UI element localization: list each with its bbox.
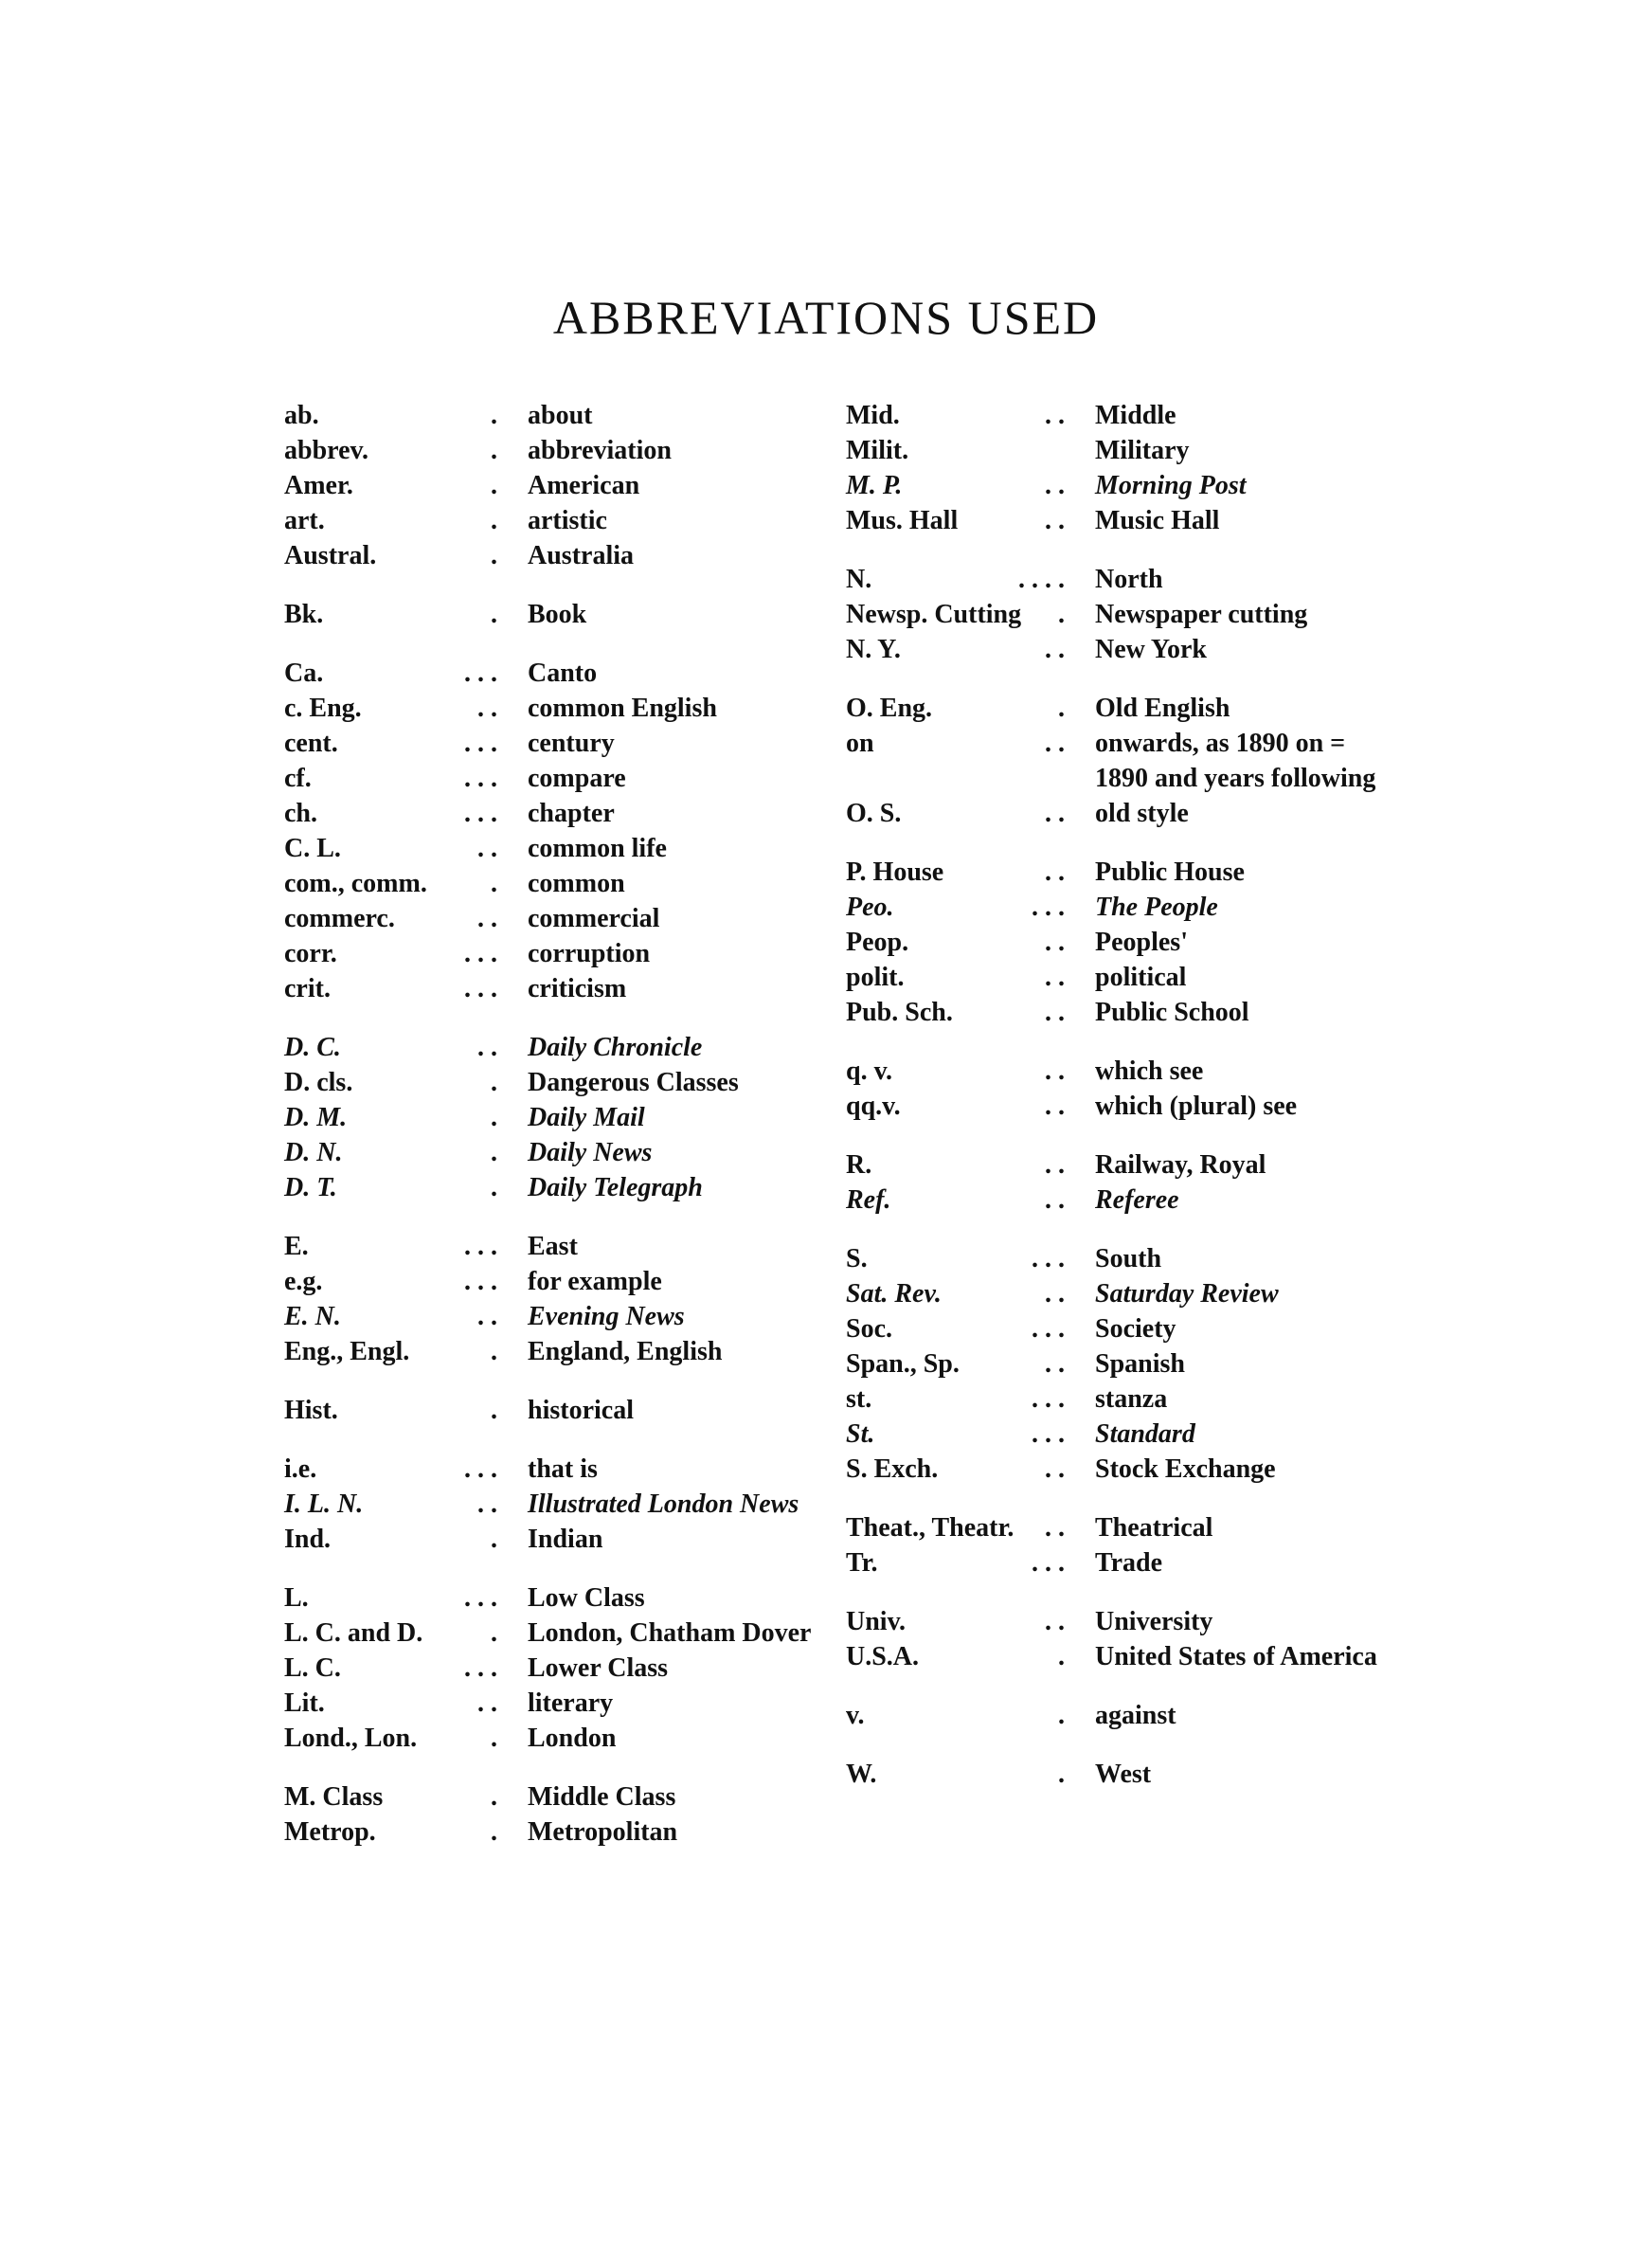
entry-group bbox=[284, 1030, 824, 1205]
definition: Low Class bbox=[528, 1583, 645, 1613]
leader-dots: . bbox=[491, 600, 497, 629]
abbreviation: art. bbox=[284, 506, 325, 535]
abbreviation: cf. bbox=[284, 764, 312, 793]
leader-dots: . . bbox=[1045, 963, 1065, 992]
abbreviation-entry bbox=[846, 1639, 1386, 1674]
leader-dots: . bbox=[491, 1618, 497, 1648]
leader-dots: . bbox=[1058, 1642, 1065, 1671]
leader-dots: . bbox=[491, 1337, 497, 1366]
abbreviation: Tr. bbox=[846, 1548, 878, 1578]
entry-group bbox=[846, 1604, 1386, 1674]
definition: abbreviation bbox=[528, 436, 672, 465]
abbreviation-entry bbox=[284, 1522, 824, 1557]
abbreviation-entry bbox=[284, 1264, 824, 1299]
abbreviation: W. bbox=[846, 1760, 877, 1789]
entry-group bbox=[846, 855, 1386, 1030]
leader-dots: . . bbox=[477, 1302, 497, 1331]
abbreviation-entry bbox=[284, 468, 824, 503]
abbreviation-entry bbox=[284, 1100, 824, 1135]
leader-dots: . bbox=[491, 506, 497, 535]
definition: Spanish bbox=[1095, 1349, 1185, 1379]
abbreviation-entry bbox=[846, 1757, 1386, 1792]
abbreviation: M. Class bbox=[284, 1782, 384, 1812]
abbreviation: D. T. bbox=[284, 1173, 337, 1202]
definition: Old English bbox=[1095, 694, 1230, 723]
abbreviation: com., comm. bbox=[284, 869, 427, 898]
right-column bbox=[846, 398, 1386, 1815]
abbreviation: Peop. bbox=[846, 928, 909, 957]
abbreviation-entry bbox=[846, 398, 1386, 433]
leader-dots: . . bbox=[1045, 858, 1065, 887]
definition: common bbox=[528, 869, 625, 898]
leader-dots: . bbox=[491, 401, 497, 430]
abbreviation: ab. bbox=[284, 401, 319, 430]
abbreviation-entry bbox=[284, 1299, 824, 1334]
abbreviation-entry bbox=[846, 1452, 1386, 1487]
definition: Middle Class bbox=[528, 1782, 676, 1812]
abbreviation-entry bbox=[284, 1651, 824, 1686]
definition: Society bbox=[1095, 1314, 1176, 1344]
definition: common English bbox=[528, 694, 717, 723]
definition: Dangerous Classes bbox=[528, 1068, 739, 1097]
abbreviation-entry bbox=[284, 866, 824, 901]
definition: corruption bbox=[528, 939, 651, 968]
abbreviation: abbrev. bbox=[284, 436, 368, 465]
leader-dots: . . bbox=[1045, 471, 1065, 500]
definition: century bbox=[528, 729, 615, 758]
leader-dots: . bbox=[491, 541, 497, 570]
leader-dots: . . bbox=[477, 1688, 497, 1718]
abbreviation: P. House bbox=[846, 858, 944, 887]
abbreviation-entry bbox=[846, 855, 1386, 890]
entry-group bbox=[284, 597, 824, 632]
abbreviation-entry bbox=[284, 901, 824, 936]
definition: London, Chatham Dover bbox=[528, 1618, 812, 1648]
entry-group bbox=[284, 398, 824, 573]
definition: London bbox=[528, 1724, 617, 1753]
definition: stanza bbox=[1095, 1384, 1168, 1414]
definition: Indian bbox=[528, 1525, 603, 1554]
definition: Middle bbox=[1095, 401, 1176, 430]
abbreviation-entry bbox=[284, 1452, 824, 1487]
leader-dots: . . bbox=[1045, 1185, 1065, 1215]
abbreviation-entry bbox=[846, 562, 1386, 597]
abbreviation-entry bbox=[284, 796, 824, 831]
abbreviation: Eng., Engl. bbox=[284, 1337, 410, 1366]
leader-dots: . . bbox=[1045, 799, 1065, 828]
entry-group bbox=[846, 1510, 1386, 1580]
abbreviation-entry bbox=[284, 761, 824, 796]
leader-dots: . bbox=[491, 1782, 497, 1812]
leader-dots: . . bbox=[1045, 635, 1065, 664]
leader-dots: . bbox=[491, 471, 497, 500]
abbreviation-entry bbox=[846, 1311, 1386, 1346]
abbreviation-entry bbox=[846, 1183, 1386, 1218]
abbreviation-entry bbox=[284, 1334, 824, 1369]
definition: against bbox=[1095, 1701, 1176, 1730]
abbreviation: Peo. bbox=[846, 893, 894, 922]
definition: Peoples' bbox=[1095, 928, 1188, 957]
abbreviation-entry bbox=[284, 656, 824, 691]
leader-dots: . bbox=[491, 1068, 497, 1097]
abbreviation-entry bbox=[846, 468, 1386, 503]
leader-dots: . . . bbox=[1032, 1244, 1065, 1273]
definition: that is bbox=[528, 1454, 598, 1484]
abbreviation: commerc. bbox=[284, 904, 395, 933]
definition: old style bbox=[1095, 799, 1189, 828]
abbreviation: on bbox=[846, 729, 874, 758]
abbreviation: Soc. bbox=[846, 1314, 892, 1344]
abbreviation: st. bbox=[846, 1384, 872, 1414]
definition: New York bbox=[1095, 635, 1207, 664]
leader-dots: . bbox=[1058, 1760, 1065, 1789]
abbreviation-entry bbox=[846, 1381, 1386, 1417]
abbreviation: c. Eng. bbox=[284, 694, 362, 723]
abbreviation: L. bbox=[284, 1583, 309, 1613]
definition: Lower Class bbox=[528, 1653, 669, 1683]
entry-group bbox=[284, 1580, 824, 1756]
leader-dots: . . . bbox=[464, 939, 497, 968]
definition: artistic bbox=[528, 506, 607, 535]
definition: Trade bbox=[1095, 1548, 1163, 1578]
definition: Stock Exchange bbox=[1095, 1454, 1276, 1484]
abbreviation-entry bbox=[284, 433, 824, 468]
leader-dots: . . bbox=[1045, 1349, 1065, 1379]
leader-dots: . . bbox=[477, 694, 497, 723]
abbreviation-entry bbox=[284, 538, 824, 573]
abbreviation: polit. bbox=[846, 963, 905, 992]
leader-dots: . . . bbox=[1032, 1419, 1065, 1449]
definition: Music Hall bbox=[1095, 506, 1220, 535]
abbreviation: M. P. bbox=[846, 471, 903, 500]
leader-dots: . . . bbox=[464, 764, 497, 793]
abbreviation: O. Eng. bbox=[846, 694, 933, 723]
abbreviation: Amer. bbox=[284, 471, 353, 500]
definition: literary bbox=[528, 1688, 614, 1718]
leader-dots: . bbox=[491, 1396, 497, 1425]
abbreviation: Theat., Theatr. bbox=[846, 1513, 1015, 1543]
abbreviation-entry bbox=[284, 691, 824, 726]
leader-dots: . . . bbox=[1032, 893, 1065, 922]
definition: Book bbox=[528, 600, 587, 629]
abbreviation: Austral. bbox=[284, 541, 377, 570]
abbreviation: v. bbox=[846, 1701, 865, 1730]
abbreviation-entry bbox=[284, 503, 824, 538]
abbreviation: D. N. bbox=[284, 1138, 343, 1167]
abbreviation-entry bbox=[284, 726, 824, 761]
abbreviation: Hist. bbox=[284, 1396, 338, 1425]
leader-dots: . . bbox=[1045, 1092, 1065, 1121]
leader-dots: . . bbox=[1045, 1513, 1065, 1543]
leader-dots: . . bbox=[1045, 1150, 1065, 1180]
leader-dots: . . bbox=[1045, 1056, 1065, 1086]
entry-group bbox=[284, 1229, 824, 1369]
entry-group bbox=[846, 691, 1386, 831]
abbreviation-entry bbox=[846, 890, 1386, 925]
abbreviation: crit. bbox=[284, 974, 331, 1003]
abbreviation: Metrop. bbox=[284, 1817, 376, 1847]
leader-dots: . bbox=[1058, 1701, 1065, 1730]
definition: Railway, Royal bbox=[1095, 1150, 1266, 1180]
abbreviation: E. N. bbox=[284, 1302, 341, 1331]
abbreviation-entry bbox=[284, 1721, 824, 1756]
definition: criticism bbox=[528, 974, 627, 1003]
abbreviation-entry bbox=[846, 960, 1386, 995]
definition: Referee bbox=[1095, 1185, 1179, 1215]
leader-dots: . . . bbox=[1032, 1548, 1065, 1578]
definition: chapter bbox=[528, 799, 615, 828]
definition: Evening News bbox=[528, 1302, 685, 1331]
definition: about bbox=[528, 401, 593, 430]
abbreviation-entry bbox=[284, 1030, 824, 1065]
definition: Australia bbox=[528, 541, 634, 570]
abbreviation: i.e. bbox=[284, 1454, 317, 1484]
entry-group bbox=[846, 1241, 1386, 1487]
entry-group bbox=[846, 1147, 1386, 1218]
definition: Daily Chronicle bbox=[528, 1033, 703, 1062]
definition: commercial bbox=[528, 904, 660, 933]
leader-dots: . . . bbox=[464, 659, 497, 688]
definition: Standard bbox=[1095, 1419, 1195, 1449]
leader-dots: . . bbox=[1045, 506, 1065, 535]
definition: Newspaper cutting bbox=[1095, 600, 1308, 629]
definition: Public School bbox=[1095, 998, 1249, 1027]
definition: common life bbox=[528, 834, 667, 863]
abbreviation: Bk. bbox=[284, 600, 324, 629]
abbreviation-entry bbox=[284, 1065, 824, 1100]
abbreviation: D. M. bbox=[284, 1103, 348, 1132]
abbreviation: I. L. N. bbox=[284, 1490, 364, 1519]
abbreviation-entry bbox=[284, 1815, 824, 1850]
abbreviation-entry bbox=[284, 1580, 824, 1616]
leader-dots: . bbox=[491, 1724, 497, 1753]
entry-group bbox=[846, 1698, 1386, 1733]
abbreviation-entry bbox=[846, 1698, 1386, 1733]
definition: for example bbox=[528, 1267, 662, 1296]
definition: compare bbox=[528, 764, 626, 793]
abbreviation: R. bbox=[846, 1150, 872, 1180]
leader-dots: . . . bbox=[464, 1653, 497, 1683]
abbreviation-entry bbox=[846, 726, 1386, 796]
abbreviation: Milit. bbox=[846, 436, 909, 465]
abbreviation-entry bbox=[846, 597, 1386, 632]
abbreviation-entry bbox=[284, 1616, 824, 1651]
abbreviation-entry bbox=[284, 831, 824, 866]
leader-dots: . . bbox=[1045, 998, 1065, 1027]
abbreviation-entry bbox=[284, 1686, 824, 1721]
abbreviation-entry bbox=[846, 1510, 1386, 1545]
leader-dots: . . bbox=[477, 904, 497, 933]
abbreviation: e.g. bbox=[284, 1267, 323, 1296]
definition: Public House bbox=[1095, 858, 1245, 887]
leader-dots: . bbox=[491, 1525, 497, 1554]
abbreviation-entry bbox=[846, 632, 1386, 667]
abbreviation-entry bbox=[284, 1393, 824, 1428]
leader-dots: . . . bbox=[464, 974, 497, 1003]
leader-dots: . . bbox=[477, 1490, 497, 1519]
definition: Daily Mail bbox=[528, 1103, 645, 1132]
definition: Illustrated London News bbox=[528, 1490, 799, 1519]
abbreviation: Span., Sp. bbox=[846, 1349, 960, 1379]
abbreviation-entry bbox=[846, 1276, 1386, 1311]
definition: North bbox=[1095, 565, 1163, 594]
abbreviation: Lond., Lon. bbox=[284, 1724, 418, 1753]
definition: Daily News bbox=[528, 1138, 653, 1167]
definition: which see bbox=[1095, 1056, 1204, 1086]
definition: Saturday Review bbox=[1095, 1279, 1279, 1309]
abbreviation: L. C. bbox=[284, 1653, 341, 1683]
leader-dots: . . . bbox=[464, 1232, 497, 1261]
abbreviation-entry bbox=[284, 1487, 824, 1522]
abbreviation-entry bbox=[284, 1229, 824, 1264]
leader-dots: . . bbox=[1045, 1454, 1065, 1484]
abbreviation: q. v. bbox=[846, 1056, 893, 1086]
abbreviation-entry bbox=[846, 691, 1386, 726]
abbreviation-entry bbox=[284, 398, 824, 433]
abbreviation: S. Exch. bbox=[846, 1454, 939, 1484]
leader-dots: . bbox=[1058, 694, 1065, 723]
abbreviation-entry bbox=[846, 1054, 1386, 1089]
leader-dots: . . bbox=[477, 1033, 497, 1062]
abbreviation: corr. bbox=[284, 939, 337, 968]
leader-dots: . . bbox=[1045, 1279, 1065, 1309]
abbreviation-entry bbox=[846, 796, 1386, 831]
abbreviation-entry bbox=[846, 1417, 1386, 1452]
abbreviation-entry bbox=[284, 971, 824, 1006]
abbreviation-entry bbox=[846, 503, 1386, 538]
leader-dots: . . bbox=[477, 834, 497, 863]
abbreviation-entry bbox=[284, 1170, 824, 1205]
definition: Metropolitan bbox=[528, 1817, 678, 1847]
leader-dots: . bbox=[491, 1138, 497, 1167]
abbreviation: Lit. bbox=[284, 1688, 325, 1718]
definition: University bbox=[1095, 1607, 1213, 1636]
entry-group bbox=[846, 398, 1386, 538]
definition: Morning Post bbox=[1095, 471, 1247, 500]
definition: England, English bbox=[528, 1337, 723, 1366]
leader-dots: . . . bbox=[464, 1583, 497, 1613]
abbreviation-entry bbox=[284, 597, 824, 632]
leader-dots: . . bbox=[1045, 729, 1065, 758]
leader-dots: . bbox=[1058, 600, 1065, 629]
abbreviation: L. C. and D. bbox=[284, 1618, 423, 1648]
abbreviation: St. bbox=[846, 1419, 875, 1449]
definition: South bbox=[1095, 1244, 1162, 1273]
leader-dots: . bbox=[491, 1103, 497, 1132]
leader-dots: . bbox=[491, 436, 497, 465]
abbreviation: O. S. bbox=[846, 799, 902, 828]
abbreviation: cent. bbox=[284, 729, 338, 758]
abbreviation: ch. bbox=[284, 799, 317, 828]
abbreviation-entry bbox=[284, 936, 824, 971]
definition: East bbox=[528, 1232, 578, 1261]
abbreviation: Ind. bbox=[284, 1525, 332, 1554]
abbreviation-entry bbox=[846, 1241, 1386, 1276]
definition: Theatrical bbox=[1095, 1513, 1213, 1543]
definition: Military bbox=[1095, 436, 1190, 465]
abbreviation: Ca. bbox=[284, 659, 324, 688]
definition: Canto bbox=[528, 659, 598, 688]
definition: historical bbox=[528, 1396, 634, 1425]
leader-dots: . bbox=[491, 1817, 497, 1847]
abbreviation-entry bbox=[846, 433, 1386, 468]
abbreviation-entry bbox=[846, 995, 1386, 1030]
page-title: ABBREVIATIONS USED bbox=[552, 291, 1100, 344]
abbreviation: D. C. bbox=[284, 1033, 341, 1062]
leader-dots: . . . bbox=[1032, 1384, 1065, 1414]
abbreviation-entry bbox=[846, 1089, 1386, 1124]
leader-dots: . . . . bbox=[1018, 565, 1065, 594]
abbreviation: Pub. Sch. bbox=[846, 998, 953, 1027]
abbreviation: Ref. bbox=[846, 1185, 891, 1215]
entry-group bbox=[284, 656, 824, 1006]
left-column bbox=[284, 398, 824, 1873]
abbreviation-entry bbox=[846, 1147, 1386, 1183]
definition: which (plural) see bbox=[1095, 1092, 1298, 1121]
abbreviation: qq.v. bbox=[846, 1092, 901, 1121]
abbreviation-entry bbox=[284, 1779, 824, 1815]
leader-dots: . . . bbox=[464, 729, 497, 758]
abbreviation: Sat. Rev. bbox=[846, 1279, 942, 1309]
leader-dots: . . . bbox=[1032, 1314, 1065, 1344]
definition: onwards, as 1890 on = 1890 and years following bbox=[1095, 729, 1376, 793]
definition: The People bbox=[1095, 893, 1218, 922]
definition: United States of America bbox=[1095, 1642, 1377, 1671]
abbreviation: C. L. bbox=[284, 834, 341, 863]
leader-dots: . bbox=[491, 1173, 497, 1202]
definition: political bbox=[1095, 963, 1187, 992]
leader-dots: . . . bbox=[464, 799, 497, 828]
entry-group bbox=[846, 1757, 1386, 1792]
abbreviation: N. bbox=[846, 565, 872, 594]
definition: Daily Telegraph bbox=[528, 1173, 703, 1202]
abbreviation: Newsp. Cutting bbox=[846, 600, 1022, 629]
entry-group bbox=[284, 1452, 824, 1557]
leader-dots: . . bbox=[1045, 401, 1065, 430]
abbreviation: S. bbox=[846, 1244, 868, 1273]
definition: American bbox=[528, 471, 640, 500]
entry-group bbox=[284, 1779, 824, 1850]
leader-dots: . . bbox=[1045, 928, 1065, 957]
leader-dots: . . . bbox=[464, 1454, 497, 1484]
abbreviation-entry bbox=[846, 925, 1386, 960]
abbreviation: U.S.A. bbox=[846, 1642, 920, 1671]
leader-dots: . . . bbox=[464, 1267, 497, 1296]
abbreviation: Univ. bbox=[846, 1607, 907, 1636]
abbreviation: E. bbox=[284, 1232, 309, 1261]
leader-dots: . bbox=[491, 869, 497, 898]
entry-group bbox=[846, 562, 1386, 667]
abbreviation-entry bbox=[846, 1604, 1386, 1639]
abbreviation-entry bbox=[846, 1545, 1386, 1580]
abbreviation: N. Y. bbox=[846, 635, 901, 664]
abbreviation-entry bbox=[284, 1135, 824, 1170]
abbreviation: D. cls. bbox=[284, 1068, 353, 1097]
abbreviation: Mus. Hall bbox=[846, 506, 959, 535]
entry-group bbox=[284, 1393, 824, 1428]
leader-dots: . . bbox=[1045, 1607, 1065, 1636]
entry-group bbox=[846, 1054, 1386, 1124]
abbreviation-entry bbox=[846, 1346, 1386, 1381]
definition: West bbox=[1095, 1760, 1152, 1789]
abbreviation: Mid. bbox=[846, 401, 900, 430]
